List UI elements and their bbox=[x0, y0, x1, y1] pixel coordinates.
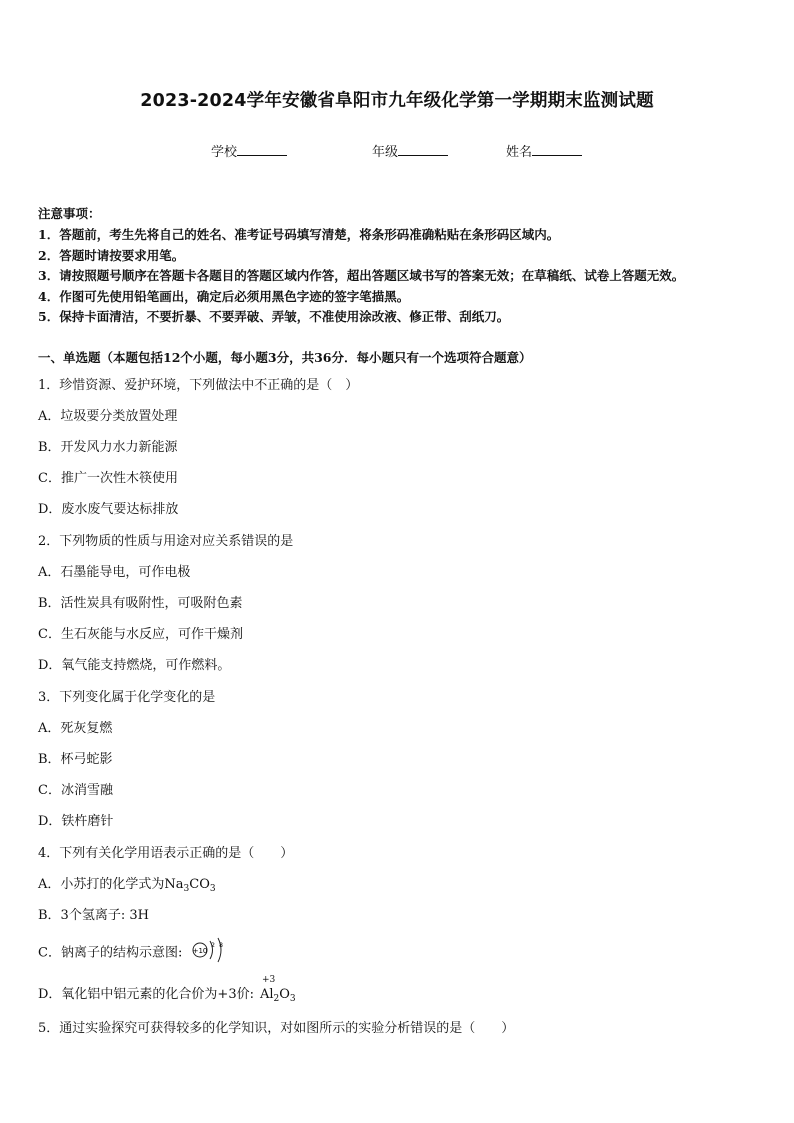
note-item: 1．答题前，考生先将自己的姓名、准考证号码填写清楚，将条形码准确粘贴在条形码区域内。 bbox=[38, 227, 560, 242]
formula-sub: 3 bbox=[209, 884, 216, 894]
question-stem: 4．下列有关化学用语表示正确的是（ ） bbox=[38, 846, 294, 861]
name-blank bbox=[532, 143, 582, 156]
name-field bbox=[506, 141, 582, 160]
question-stem: 3．下列变化属于化学变化的是 bbox=[38, 690, 216, 705]
school-blank bbox=[237, 143, 287, 156]
note-item: 4．作图可先使用铅笔画出，确定后必须用黑色字迹的签字笔描黑。 bbox=[38, 289, 410, 304]
formula-sub: 3 bbox=[183, 884, 190, 894]
option: A．死灰复燃 bbox=[38, 721, 113, 736]
formula-sub: 3 bbox=[289, 994, 296, 1004]
formula-o: O bbox=[279, 987, 290, 1002]
option: B．开发风力水力新能源 bbox=[38, 440, 178, 455]
option: C．推广一次性木筷使用 bbox=[38, 471, 178, 486]
option: B．杯弓蛇影 bbox=[38, 752, 113, 767]
formula-na: Na bbox=[164, 877, 184, 892]
formula-co: CO bbox=[189, 877, 210, 892]
question-stem: 2．下列物质的性质与用途对应关系错误的是 bbox=[38, 534, 294, 549]
school-field bbox=[211, 141, 287, 160]
note-item: 2．答题时请按要求用笔。 bbox=[38, 248, 185, 263]
nucleus-charge: +10 bbox=[193, 947, 208, 955]
question-stem: 5．通过实验探究可获得较多的化学知识，对如图所示的实验分析错误的是（ ） bbox=[38, 1021, 515, 1036]
option bbox=[38, 873, 216, 894]
option: C．生石灰能与水反应，可作干燥剂 bbox=[38, 627, 243, 642]
option: B．活性炭具有吸附性，可吸附色素 bbox=[38, 596, 243, 611]
name-label: 姓名 bbox=[506, 145, 533, 160]
grade-blank bbox=[398, 143, 448, 156]
option: C．冰消雪融 bbox=[38, 783, 113, 798]
notes-heading: 注意事项： bbox=[38, 206, 101, 221]
section-heading: 一、单选题（本题包括12个小题，每小题3分，共36分．每小题只有一个选项符合题意） bbox=[38, 350, 532, 365]
formula-sub: 2 bbox=[273, 994, 280, 1004]
question-stem: 1．珍惜资源、爱护环境，下列做法中不正确的是（ ） bbox=[38, 378, 359, 393]
note-item: 3．请按照题号顺序在答题卡各题目的答题区域内作答，超出答题区域书写的答案无效；在草稿纸、试卷上答题无效。 bbox=[38, 268, 685, 283]
option-text: D．氧化铝中铝元素的化合价为+3价: bbox=[38, 987, 254, 1002]
school-label: 学校 bbox=[211, 145, 238, 160]
option: D．废水废气要达标排放 bbox=[38, 502, 179, 517]
valence-formula bbox=[259, 975, 296, 1004]
option: A．石墨能导电，可作电极 bbox=[38, 565, 191, 580]
option bbox=[38, 975, 296, 1004]
page-title: 2023-2024学年安徽省阜阳市九年级化学第一学期期末监测试题 bbox=[140, 91, 654, 111]
option: B．3个氢离子: 3H bbox=[38, 908, 149, 923]
grade-label: 年级 bbox=[372, 145, 399, 160]
valence-mark: +3 bbox=[261, 975, 276, 985]
grade-field bbox=[372, 141, 448, 160]
option-text: C．钠离子的结构示意图: bbox=[38, 945, 183, 961]
sodium-ion-structure-diagram bbox=[190, 936, 234, 970]
shell-electrons: 2 bbox=[211, 942, 216, 949]
note-item: 5．保持卡面清洁，不要折暴、不要弄破、弄皱，不准使用涂改液、修正带、刮纸刀。 bbox=[38, 309, 510, 324]
option: D．铁杵磨针 bbox=[38, 814, 114, 829]
formula-al: Al bbox=[259, 987, 274, 1002]
option bbox=[38, 936, 234, 970]
option: A．垃圾要分类放置处理 bbox=[38, 409, 178, 424]
option-text: A．小苏打的化学式为 bbox=[38, 877, 165, 892]
option: D．氧气能支持燃烧，可作燃料。 bbox=[38, 658, 231, 673]
shell-electrons: 8 bbox=[219, 942, 224, 949]
